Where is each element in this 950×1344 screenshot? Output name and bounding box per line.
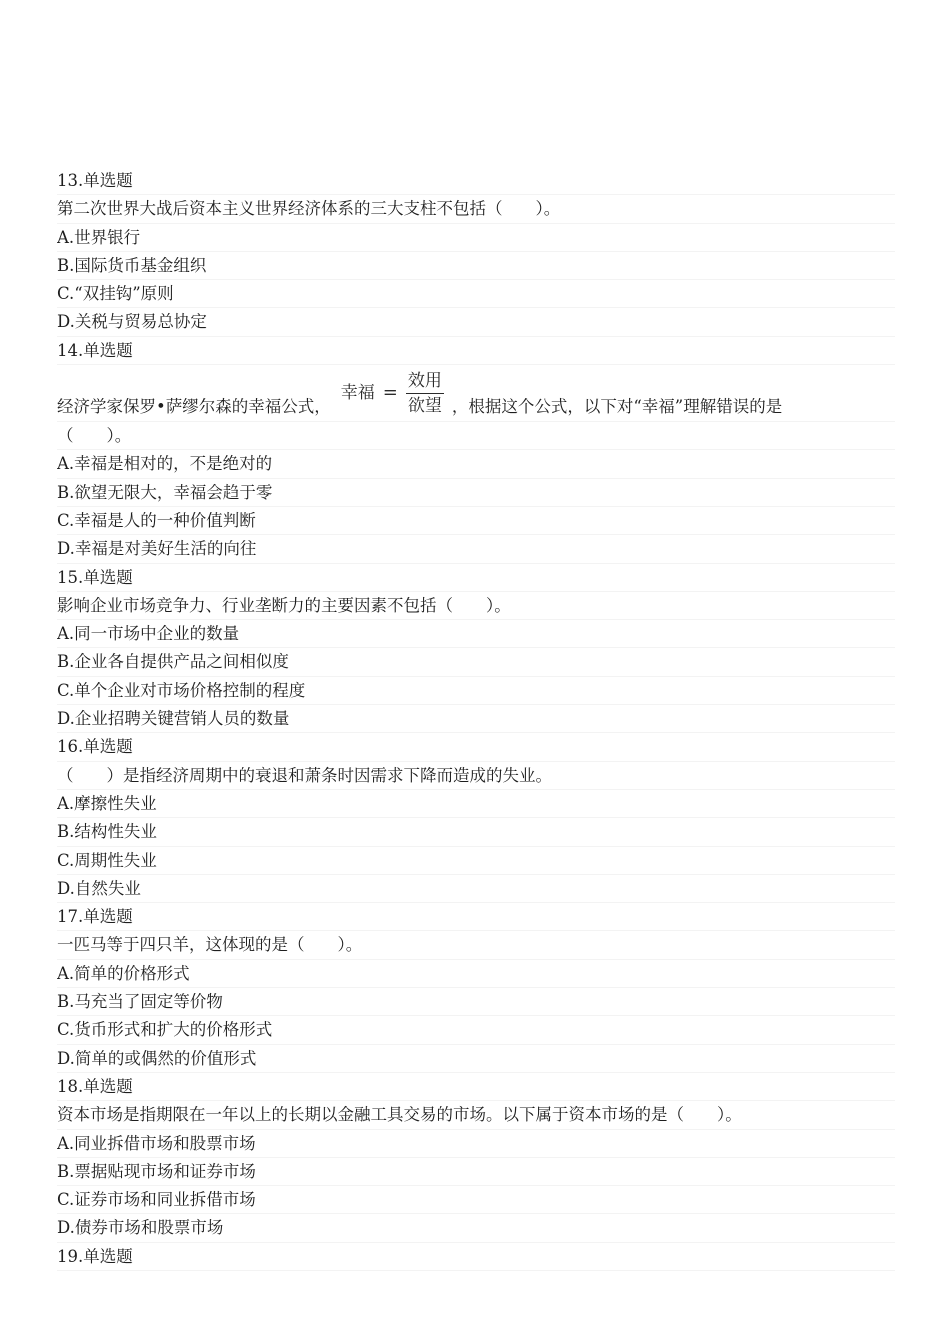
option-c: C.“双挂钩”原则 bbox=[57, 280, 895, 308]
option-a: A.摩擦性失业 bbox=[57, 790, 895, 818]
option-d: D.债券市场和股票市场 bbox=[57, 1214, 895, 1242]
question-stem: 影响企业市场竞争力、行业垄断力的主要因素不包括（ ）。 bbox=[57, 592, 895, 620]
option-c: C.单个企业对市场价格控制的程度 bbox=[57, 677, 895, 705]
formula-numerator: 效用 bbox=[406, 370, 444, 394]
formula-equals: = bbox=[382, 381, 398, 403]
question-list bbox=[57, 167, 895, 1271]
question-header: 19.单选题 bbox=[57, 1243, 895, 1271]
question-header: 13.单选题 bbox=[57, 167, 895, 195]
option-d: D.简单的或偶然的价值形式 bbox=[57, 1045, 895, 1073]
option-d: D.企业招聘关键营销人员的数量 bbox=[57, 705, 895, 733]
formula-lhs: 幸福 bbox=[340, 382, 375, 403]
option-a: A.世界银行 bbox=[57, 224, 895, 252]
formula-denominator: 欲望 bbox=[407, 395, 442, 416]
option-d: D.幸福是对美好生活的向往 bbox=[57, 535, 895, 563]
question-header: 18.单选题 bbox=[57, 1073, 895, 1101]
option-b: B.欲望无限大，幸福会趋于零 bbox=[57, 479, 895, 507]
question-header: 17.单选题 bbox=[57, 903, 895, 931]
question-stem-with-formula bbox=[57, 365, 895, 422]
option-c: C.证券市场和同业拆借市场 bbox=[57, 1186, 895, 1214]
option-b: B.企业各自提供产品之间相似度 bbox=[57, 648, 895, 676]
formula-fraction bbox=[406, 370, 444, 417]
question-header: 16.单选题 bbox=[57, 733, 895, 761]
stem-after-formula: ，根据这个公式，以下对“幸福”理解错误的是 bbox=[451, 396, 783, 416]
stem-before-formula: 经济学家保罗•萨缪尔森的幸福公式， bbox=[57, 396, 331, 416]
question-stem: 一匹马等于四只羊，这体现的是（ ）。 bbox=[57, 931, 895, 959]
option-c: C.幸福是人的一种价值判断 bbox=[57, 507, 895, 535]
option-d: D.关税与贸易总协定 bbox=[57, 308, 895, 336]
option-a: A.幸福是相对的，不是绝对的 bbox=[57, 450, 895, 478]
question-header: 14.单选题 bbox=[57, 337, 895, 365]
option-b: B.票据贴现市场和证券市场 bbox=[57, 1158, 895, 1186]
question-header: 15.单选题 bbox=[57, 564, 895, 592]
option-d: D.自然失业 bbox=[57, 875, 895, 903]
question-stem: 第二次世界大战后资本主义世界经济体系的三大支柱不包括（ ）。 bbox=[57, 195, 895, 223]
question-stem: 资本市场是指期限在一年以上的长期以金融工具交易的市场。以下属于资本市场的是（ ）。 bbox=[57, 1101, 895, 1129]
happiness-formula bbox=[341, 367, 444, 419]
option-a: A.同业拆借市场和股票市场 bbox=[57, 1130, 895, 1158]
question-stem-end: （ ）。 bbox=[57, 422, 895, 450]
option-b: B.马充当了固定等价物 bbox=[57, 988, 895, 1016]
option-c: C.货币形式和扩大的价格形式 bbox=[57, 1016, 895, 1044]
option-a: A.简单的价格形式 bbox=[57, 960, 895, 988]
option-c: C.周期性失业 bbox=[57, 847, 895, 875]
option-a: A.同一市场中企业的数量 bbox=[57, 620, 895, 648]
question-stem: （ ）是指经济周期中的衰退和萧条时因需求下降而造成的失业。 bbox=[57, 762, 895, 790]
option-b: B.结构性失业 bbox=[57, 818, 895, 846]
option-b: B.国际货币基金组织 bbox=[57, 252, 895, 280]
